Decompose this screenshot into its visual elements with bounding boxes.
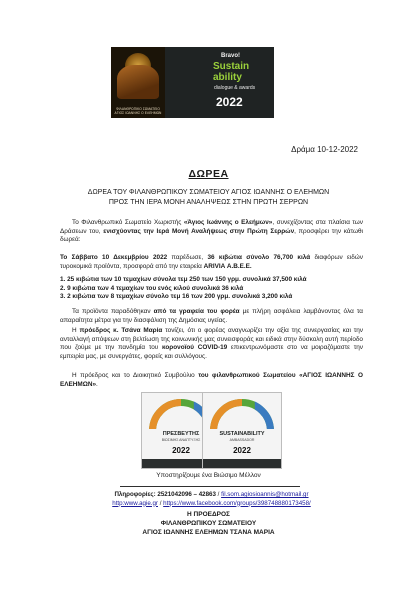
email-link[interactable]: fil.som.agiosioannis@hotmail.gr [221, 491, 309, 498]
badge-title: ΠΡΕΣΒΕΥΤΗΣ [162, 431, 200, 437]
text-span: . [96, 380, 98, 388]
text-span: Τα προϊόντα παραδόθηκαν [72, 308, 154, 315]
list-item: 2. 9 κιβώτια των 4 τεμαχίων του ενός κιλού συνολικά 36 κιλά [60, 284, 244, 292]
text-span: , προσφέρει την κάτωθι δωρεά: [60, 227, 363, 244]
phone-numbers: 2521042096 – 42863 [155, 491, 216, 498]
board-paragraph [60, 372, 363, 389]
separator: / [158, 499, 164, 507]
document-title: ΔΩΡΕΑ [188, 168, 229, 180]
badge-footer-bar [203, 459, 281, 468]
badge-subtitle: ΒΙΩΣΙΜΗΣ ΑΝΑΠΤΥΞΗΣ [161, 438, 201, 442]
association-name: «Άγιος Ιωάννης ο Ελεήμων» [183, 219, 273, 226]
ambassador-badge-english [202, 392, 282, 469]
text-span: τονίζει, ότι ο φορέας αναγνωρίζει την αξία της συνεργασίας και την ανταλλαγή απόψεων στη βελτίωση της κοινωνικής μας συνεισφοράς και ειδικά στην δύσκολη αυτή περίοδο που ζούμε με την πανδημία του [60, 327, 363, 352]
sustainability-awards-logo [165, 47, 274, 118]
intro-paragraph [60, 219, 363, 245]
signature-line: ΦΙΛΑΝΘΡΩΠΙΚΟΥ ΣΩΜΑΤΕΙΟΥ [160, 520, 257, 527]
list-item: 3. 2 κιβώτια των 8 τεμαχίων σύνολο τεμ 16 των 200 γρμ. συνολικά 3,200 κιλά [60, 293, 293, 301]
president-name: πρόεδρος κ. Τσάνα Μαρία [79, 327, 163, 334]
delivery-paragraph [60, 308, 363, 325]
subtitle-line: ΔΩΡΕΑ ΤΟΥ ΦΙΛΑΝΘΡΩΠΙΚΟΥ ΣΩΜΑΤΕΙΟΥ ΑΓΙΟΣ ΙΩΑΝΝΗΣ Ο ΕΛΕΗΜΩΝ [87, 189, 330, 196]
text-span: επικεντρωνόμαστε στο να μοιραζόμαστε την εμπειρία μας, με συνεργάτες, φορείς και συλλόγους. [60, 344, 363, 360]
contact-info [60, 491, 363, 508]
sustainability-label: Sustain ability [213, 61, 250, 83]
text-span: διαφόρων ειδών τυροκομικά προϊόντα, [60, 254, 363, 270]
donation-paragraph [60, 254, 363, 271]
badge-subtitle: AMBASSADOR [229, 438, 255, 442]
contact-label: Πληροφορίες: [114, 491, 156, 498]
contact-line [60, 491, 363, 500]
donation-total: 36 κιβώτια σύνολο 76,700 κιλά [207, 254, 311, 261]
separator: / [215, 491, 222, 498]
text-span: Η [72, 327, 80, 334]
donation-date: Το Σάββατο 10 Δεκεμβρίου 2022 [60, 254, 172, 261]
facebook-link[interactable]: https://www.facebook.com/groups/398748880173458/ [163, 499, 311, 507]
donation-items-list [60, 276, 363, 302]
header-logo-band [111, 47, 274, 118]
delivery-location: από τα γραφεία του φορέα [153, 308, 240, 315]
badge-title: SUSTAINABILITY [219, 431, 265, 437]
website-link[interactable]: http:www.agie.gr [112, 499, 158, 507]
text-span: με πλήρη ασφάλεια λαμβάνοντας όλα τα απαραίτητα μέτρα για την διασφάλιση της Δημόσιας υγείας. [60, 308, 363, 324]
signature-line: Η ΠΡΟΕΔΡΟΣ [187, 511, 230, 518]
text-span: παρέδωσε, [171, 254, 208, 261]
text-span: προσφορά από την εταιρεία [123, 262, 204, 270]
document-subtitle [40, 188, 377, 208]
divider [120, 486, 300, 487]
board-association: του φιλανθρωπικού Σωματείου «ΑΓΙΟΣ ΙΩΑΝΝΗΣ Ο ΕΛΕΗΜΩΝ» [60, 372, 363, 388]
contact-line [60, 500, 363, 509]
badge-arc-icon [210, 399, 274, 429]
president-paragraph [60, 327, 363, 361]
donor-company: ARIVIA Α.Β.Ε.Ε. [203, 262, 252, 270]
bravo-label: Bravo! [221, 53, 241, 59]
logo-year: 2022 [216, 95, 243, 109]
badge-year: 2022 [233, 446, 251, 455]
list-item: 1. 25 κιβώτια των 10 τεμαχίων σύνολα τεμ 250 των 150 γρμ. συνολικά 37,500 κιλά [60, 276, 307, 283]
signature-line: ΑΓΙΟΣ ΙΩΑΝΝΗΣ ΕΛΕΗΜΩΝ ΤΣΑΝΑ ΜΑΡΙΑ [142, 529, 275, 536]
icon-caption: ΦΙΛΑΝΘΡΩΠΙΚΟ ΣΩΜΑΤΕΙΟ ΑΓΙΟΣ ΙΩΑΝΝΗΣ Ο ΕΛΕΗΜΩΝ [114, 107, 162, 115]
text-span: Η πρόεδρος και το Διοικητικό Συμβούλιο [72, 372, 199, 379]
sustainable-future-slogan: Υποστηρίζουμε ένα Βιώσιμο Μέλλον [156, 472, 261, 479]
monastery-support: ενισχύοντας την Ιερά Μονή Αναλήψεως στην Πρώτη Σερρών [103, 227, 295, 235]
figure-shape [117, 65, 159, 99]
dialogue-label: dialogue & awards [214, 85, 256, 91]
text-span: Το Φιλανθρωπικό Σωματείο Χωριστής [72, 219, 184, 226]
covid-mention: κορονοϊού COVID-19 [162, 344, 228, 352]
badge-year: 2022 [172, 446, 190, 455]
subtitle-line: ΠΡΟΣ ΤΗΝ ΙΕΡΑ ΜΟΝΗ ΑΝΑΛΗΨΕΩΣ ΣΤΗΝ ΠΡΩΤΗ ΣΕΡΡΩΝ [108, 199, 309, 206]
saint-icon-image [111, 47, 165, 118]
document-date: Δράμα 10-12-2022 [291, 145, 358, 154]
signature-block [0, 510, 417, 537]
text-span: , συνεχίζοντας στα πλαίσια των Δράσεων του, [60, 219, 363, 235]
